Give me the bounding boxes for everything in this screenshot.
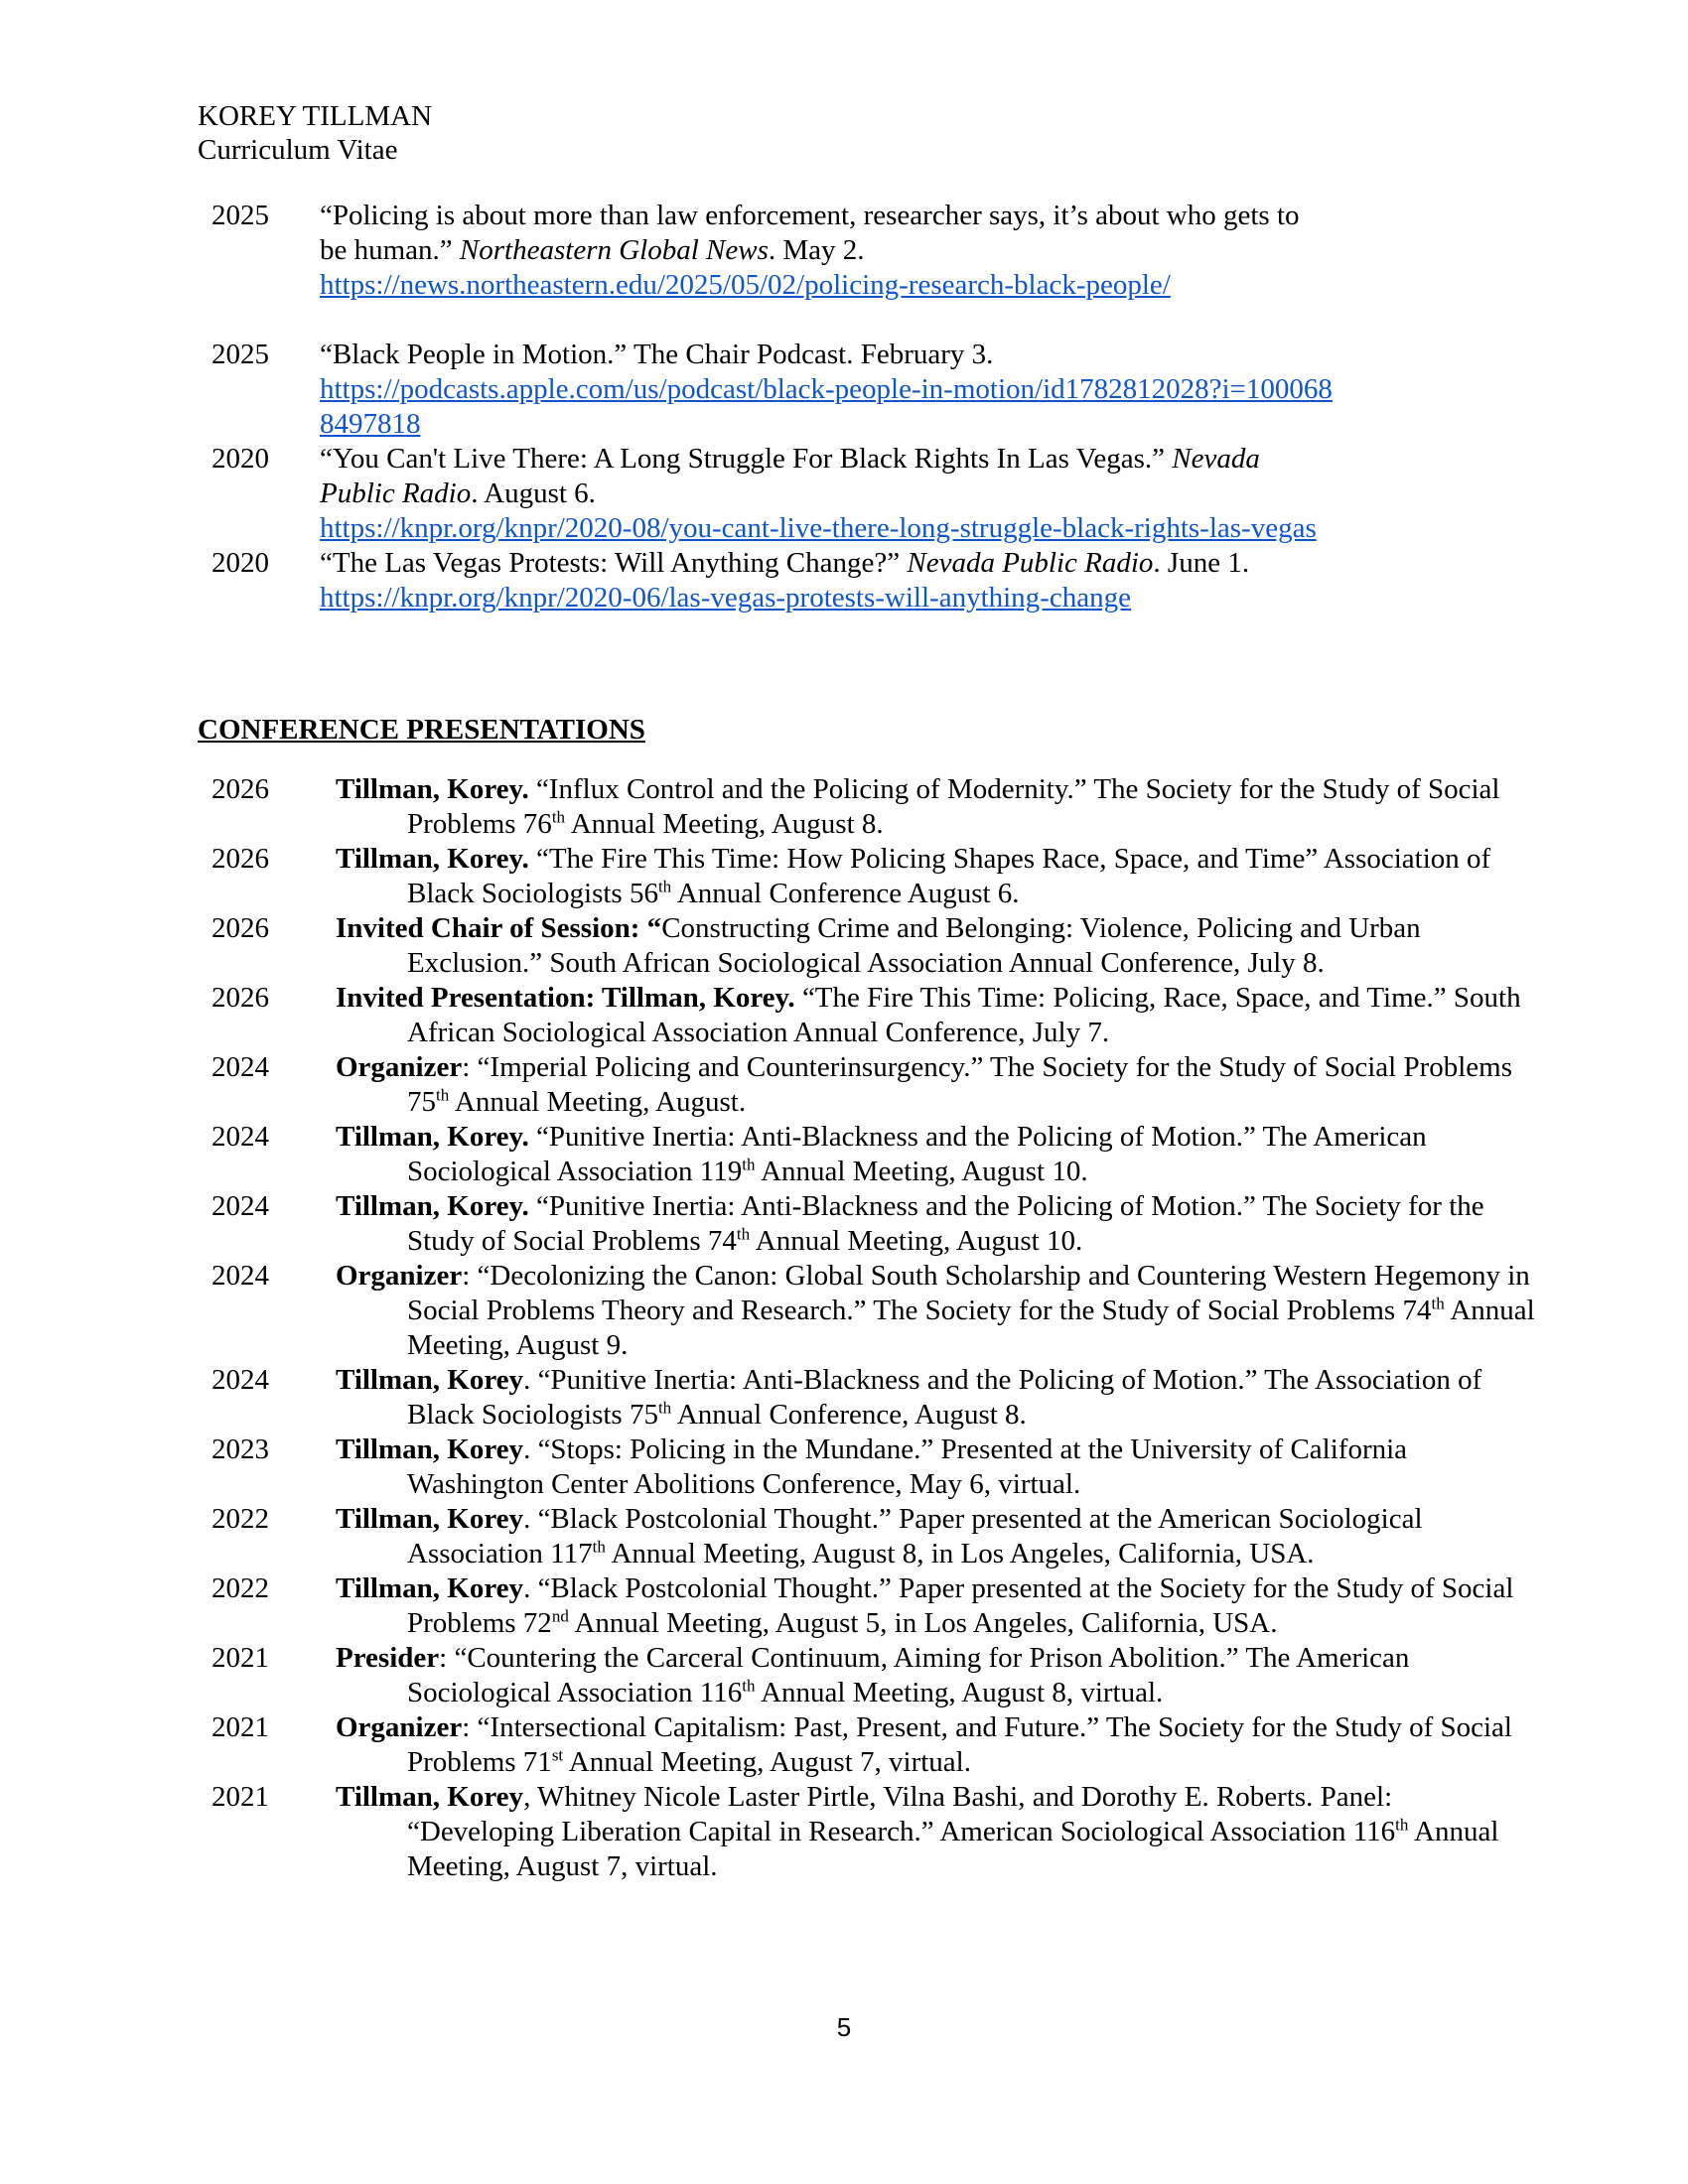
ordinal-suffix: th [1431, 1294, 1445, 1313]
entry-year: 2022 [211, 1572, 269, 1604]
entry-text: “Punitive Inertia: Anti-Blackness and the Policing of Motion.” The Society for the Study of Social Problems 74 [407, 1190, 1484, 1257]
entry-text: . “Black Postcolonial Thought.” Paper presented at the American Sociological Association 117 [407, 1503, 1423, 1570]
entry-text: “The Fire This Time: Policing, Race, Space, and Time.” South African Sociological Association Annual Conference, July 7. [407, 982, 1521, 1048]
entry-text: . “Punitive Inertia: Anti-Blackness and the Policing of Motion.” The Association of Black Sociologists 75 [407, 1364, 1482, 1431]
entry-text: “Policing is about more than law enforcement, researcher says, it’s about who gets to be human.” [320, 200, 1300, 266]
conference-entry [198, 1120, 1488, 1189]
conference-entry [198, 981, 1521, 1050]
entry-role: Tillman, Korey. [336, 843, 529, 875]
entry-year: 2026 [211, 843, 269, 875]
entry-text-end: Annual Meeting, August 9. [407, 1295, 1535, 1361]
media-entry: 2020 “The Las Vegas Protests: Will Anything Change?” Nevada Public Radio. June 1. https://knpr.org/knpr/2020-06/las-vegas-protests-will-anything-change [211, 547, 1250, 614]
entry-year: 2022 [211, 1503, 269, 1535]
entry-text: “Influx Control and the Policing of Modernity.” The Society for the Study of Social Problems 76 [407, 773, 1500, 840]
entry-role: Tillman, Korey [336, 1781, 524, 1813]
entry-year: 2020 [211, 443, 269, 475]
entry-year: 2024 [211, 1364, 269, 1396]
cv-header [198, 99, 432, 167]
entry-role: Tillman, Korey [336, 1364, 524, 1396]
entry-link[interactable]: https://news.northeastern.edu/2025/05/02/policing-research-black-people/ [320, 269, 1171, 301]
section-title-conference: CONFERENCE PRESENTATIONS [198, 714, 645, 746]
page-number: 5 [836, 2012, 852, 2042]
entry-role: Tillman, Korey. [336, 773, 529, 805]
entry-text: : “Intersectional Capitalism: Past, Present, and Future.” The Society for the Study of Social Problems 71 [407, 1711, 1512, 1778]
entry-link[interactable]: https://knpr.org/knpr/2020-08/you-cant-live-there-long-struggle-black-rights-las-vegas [320, 512, 1317, 544]
entry-date: August 6. [484, 478, 596, 509]
entry-outlet: Nevada Public Radio [320, 443, 1260, 509]
ordinal-suffix: th [736, 1224, 751, 1244]
entry-year: 2024 [211, 1121, 269, 1153]
entry-role: Organizer [336, 1260, 463, 1292]
ordinal-suffix: st [551, 1745, 564, 1765]
ordinal-suffix: th [657, 877, 672, 896]
entry-text-end: Annual Meeting, August 8, virtual. [755, 1677, 1164, 1708]
entry-year: 2026 [211, 912, 269, 944]
entry-date: June 1. [1167, 547, 1250, 579]
entry-year: 2023 [211, 1433, 269, 1465]
entry-year: 2024 [211, 1260, 269, 1292]
entry-text-end: Annual Meeting, August 8, in Los Angeles, California, USA. [605, 1538, 1315, 1570]
conference-entry [198, 1780, 1499, 1884]
document-subtitle: Curriculum Vitae [198, 134, 398, 166]
entry-text: “Punitive Inertia: Anti-Blackness and the Policing of Motion.” The American Sociological Association 119 [407, 1121, 1427, 1187]
conference-entry [198, 1710, 1512, 1780]
entry-role: Tillman, Korey. [336, 1190, 529, 1222]
conference-entry [198, 1259, 1535, 1363]
conference-entry [198, 911, 1488, 981]
entry-year: 2024 [211, 1190, 269, 1222]
author-name: KOREY TILLMAN [198, 100, 433, 132]
entry-text-end: Annual Meeting, August 5, in Los Angeles, California, USA. [568, 1607, 1278, 1639]
media-entry: 2020 “You Can't Live There: A Long Struggle For Black Rights In Las Vegas.” Nevada Public Radio. August 6. https://knpr.org/knpr/2020-08/you-cant-live-there-long-struggle-black-rights-las-vegas [211, 443, 1317, 544]
entry-text-end: Annual Meeting, August 8. [565, 808, 884, 840]
entry-role: Invited Chair of Session: “ [336, 912, 662, 944]
entry-year: 2021 [211, 1711, 269, 1743]
entry-text-end: Annual Meeting, August 7, virtual. [407, 1816, 1499, 1882]
entry-text: : “Countering the Carceral Continuum, Aiming for Prison Abolition.” The American Sociological Association 116 [407, 1642, 1410, 1708]
ordinal-suffix: th [551, 807, 566, 827]
entry-text: : “Imperial Policing and Counterinsurgency.” The Society for the Study of Social Problems 75 [407, 1051, 1512, 1118]
ordinal-suffix: th [742, 1676, 756, 1696]
entry-link[interactable]: https://knpr.org/knpr/2020-06/las-vegas-protests-will-anything-change [320, 582, 1131, 614]
entry-year: 2025 [211, 339, 269, 370]
media-list [198, 199, 1339, 615]
entry-year: 2025 [211, 200, 269, 231]
entry-role: Organizer [336, 1711, 463, 1743]
entry-date: May 2. [782, 234, 865, 266]
ordinal-suffix: th [742, 1155, 756, 1174]
conference-entry [198, 1363, 1488, 1433]
entry-text-end: Annual Meeting, August 10. [755, 1156, 1088, 1187]
ordinal-suffix: th [592, 1537, 606, 1557]
entry-year: 2021 [211, 1642, 269, 1674]
entry-role: Organizer [336, 1051, 463, 1083]
conference-list [198, 772, 1535, 1884]
entry-text: “The Fire This Time: How Policing Shapes Race, Space, and Time” Association of Black Sociologists 56 [407, 843, 1491, 909]
ordinal-suffix: th [436, 1085, 450, 1105]
conference-entry [198, 772, 1500, 842]
media-entry [198, 338, 1339, 442]
entry-role: Tillman, Korey. [336, 1121, 529, 1153]
conference-entry [198, 1050, 1512, 1120]
conference-entry [198, 1641, 1488, 1710]
entry-link[interactable]: https://podcasts.apple.com/us/podcast/black-people-in-motion/id1782812028?i=1000688497818 [320, 373, 1333, 440]
entry-text-end: Annual Meeting, August 7, virtual. [563, 1746, 971, 1778]
entry-text-end: Annual Meeting, August. [449, 1086, 747, 1118]
entry-text: Constructing Crime and Belonging: Violence, Policing and Urban Exclusion.” South African Sociological Association Annual Conference, July 8. [407, 912, 1421, 979]
entry-year: 2021 [211, 1781, 269, 1813]
conference-entry [198, 1433, 1488, 1502]
entry-text: “The Las Vegas Protests: Will Anything Change?” [320, 547, 901, 579]
entry-text: , Whitney Nicole Laster Pirtle, Vilna Bashi, and Dorothy E. Roberts. Panel: “Developing Liberation Capital in Research.” American Sociological Association 116 [407, 1781, 1396, 1847]
entry-role: Presider [336, 1642, 440, 1674]
conference-entry [198, 842, 1491, 911]
entry-text: . “Black Postcolonial Thought.” Paper presented at the Society for the Study of Social Problems 72 [407, 1572, 1514, 1639]
conference-entry [198, 1189, 1488, 1259]
ordinal-suffix: th [657, 1398, 672, 1418]
conference-entry [198, 1502, 1488, 1571]
entry-year: 2024 [211, 1051, 269, 1083]
ordinal-suffix: nd [551, 1606, 569, 1626]
conference-entry [198, 1571, 1514, 1641]
entry-text-end: Annual Conference August 6. [671, 878, 1020, 909]
entry-text: . “Stops: Policing in the Mundane.” Presented at the University of California Washington Center Abolitions Conference, May 6, virtual. [407, 1433, 1408, 1500]
entry-text-end: Annual Conference, August 8. [671, 1399, 1027, 1431]
entry-role: Tillman, Korey [336, 1503, 524, 1535]
entry-year: 2026 [211, 773, 269, 805]
ordinal-suffix: th [1395, 1815, 1409, 1835]
entry-text: “Black People in Motion.” The Chair Podcast. February 3. [320, 339, 994, 370]
entry-role: Invited Presentation: Tillman, Korey. [336, 982, 795, 1014]
entry-text-end: Annual Meeting, August 10. [750, 1225, 1083, 1257]
entry-outlet: Nevada Public Radio [907, 547, 1154, 579]
entry-year: 2020 [211, 547, 269, 579]
media-entry: 2025 “Policing is about more than law enforcement, researcher says, it’s about who gets to be human.” Northeastern Global News. May 2. https://news.northeastern.edu/2025/05/02/policing-research-black-people/ [211, 200, 1300, 301]
entry-outlet: Northeastern Global News [459, 234, 769, 266]
entry-year: 2026 [211, 982, 269, 1014]
entry-text: : “Decolonizing the Canon: Global South Scholarship and Countering Western Hegemony in Social Problems Theory and Research.” The Society for the Study of Social Problems 74 [407, 1260, 1530, 1326]
entry-role: Tillman, Korey [336, 1572, 524, 1604]
entry-role: Tillman, Korey [336, 1433, 524, 1465]
entry-text: “You Can't Live There: A Long Struggle For Black Rights In Las Vegas.” [320, 443, 1165, 475]
